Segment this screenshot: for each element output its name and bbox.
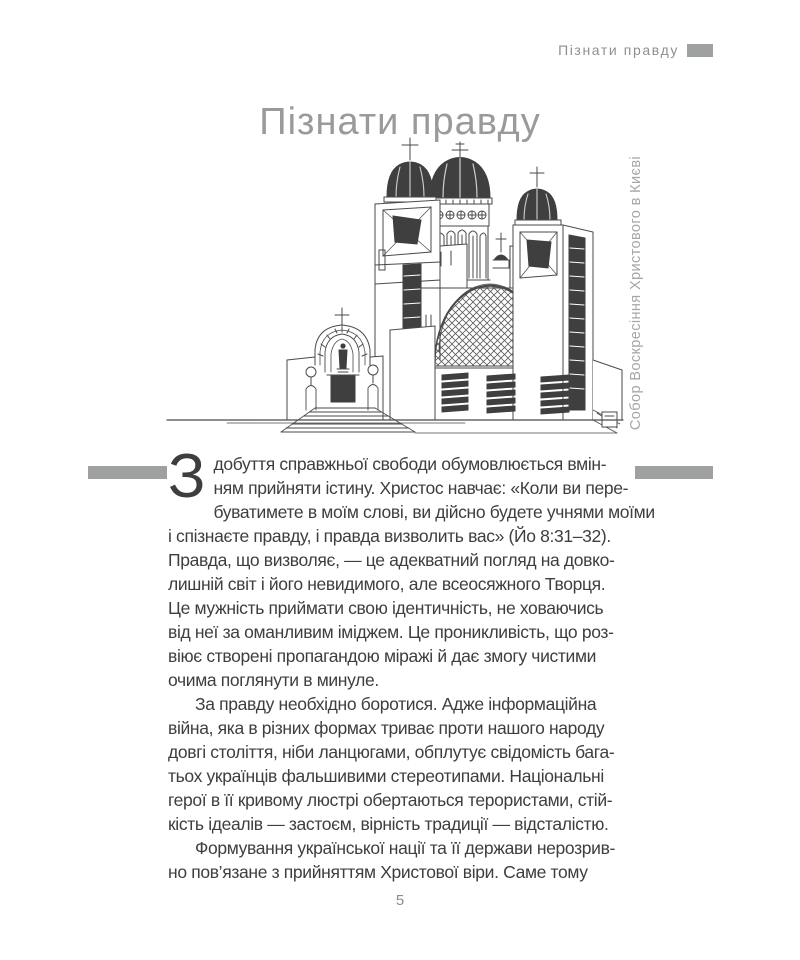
cathedral-illustration xyxy=(165,120,665,445)
drop-cap: З xyxy=(168,442,206,511)
header-accent-bar xyxy=(687,44,713,57)
left-accent-bar xyxy=(88,466,167,479)
page-number: 5 xyxy=(395,892,405,909)
running-header xyxy=(558,42,713,58)
page-title: Пізнати правду xyxy=(259,101,541,143)
cathedral-line-art xyxy=(165,120,665,445)
paragraph: За правду необхідно боротися. Адже інформаційна війна, яка в різних формах триває проти нашого народу довгі століття, ніби ланцюгами, обплутує свідомість бага- тьох українців фальшивими стереотипами. Національні герої в її кривому люстрі обертаються терористами, стій- кість ідеалів — застоєм, вірність традиції — відсталістю. xyxy=(168,694,615,834)
running-header-title: Пізнати правду xyxy=(558,42,679,58)
illustration-caption: Собор Воскресіння Христового в Києві xyxy=(628,155,644,431)
paragraph: Здобуття справжньої свободи обумовлюється вмін- ням прийняти істину. Христос навчає: «Коли ви пере- буватимете в моїм слові, ви дійсно будете учнями моїми і спізнаєте правду, і правда визволить вас» (Йо 8:31–32). Правда, що визволяє, — це адекватний погляд на довко- лишній світ і його невидимого, але всеосяжного Творця. Це мужність приймати свою ідентичність, не ховаючись від неї за оманливим іміджем. Це проникливість, що роз- віює створені пропагандою міражі й дає змогу чистими очима поглянути в минуле. xyxy=(168,442,655,690)
paragraph: Формування української нації та її держави нерозрив- но пов’язане з прийняттям Христової віри. Саме тому xyxy=(168,838,616,882)
body-text xyxy=(168,442,663,884)
